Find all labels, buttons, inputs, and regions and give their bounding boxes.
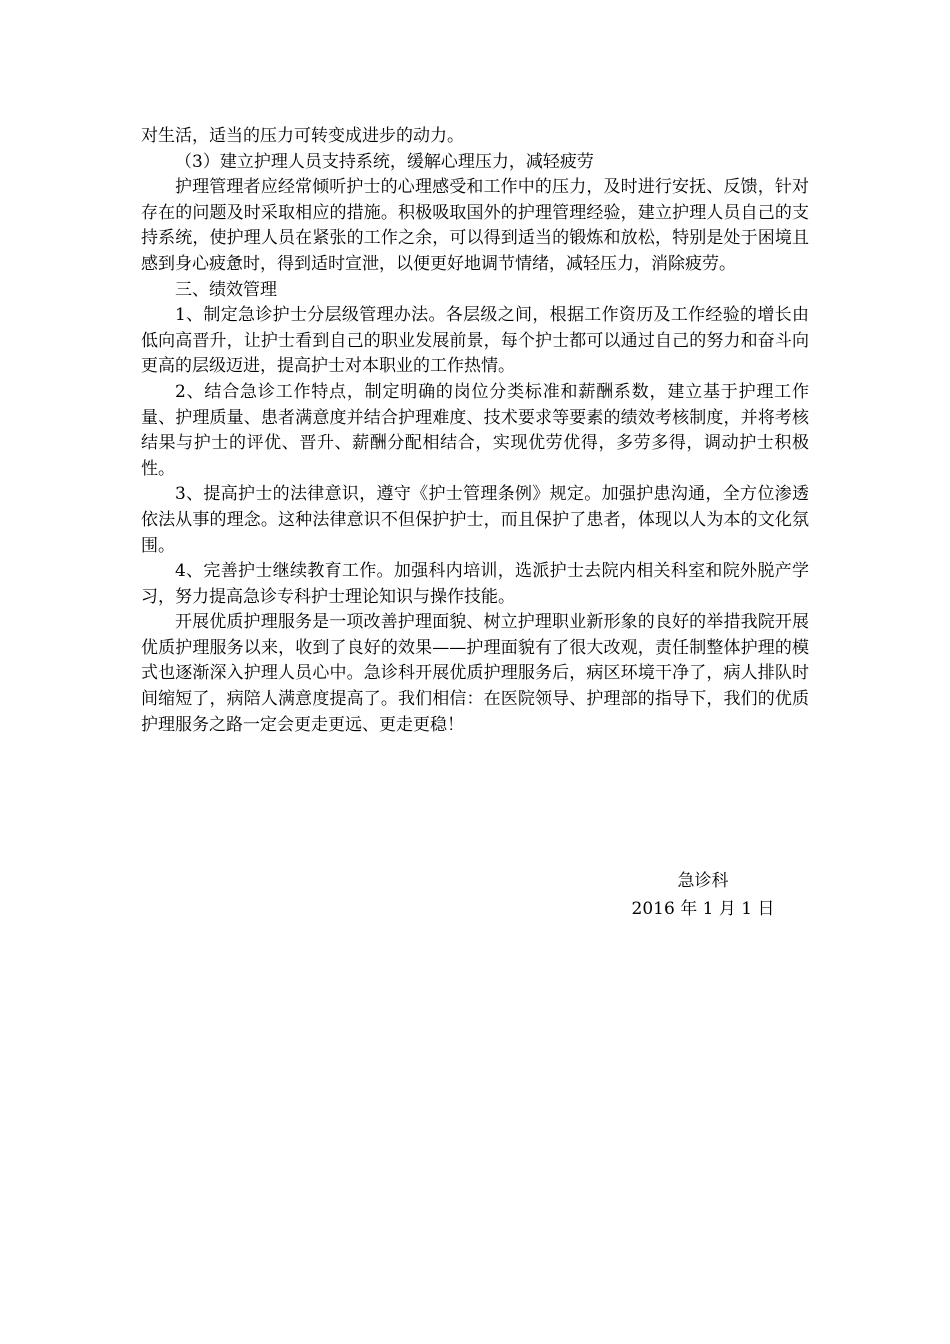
section-heading-performance: 三、绩效管理	[175, 279, 277, 300]
signature-date: 2016 年 1 月 1 日	[631, 899, 775, 919]
paragraph-item-4: 4、完善护士继续教育工作。加强科内培训，选派护士去院内相关科室和院外脱产学习，努力提高急诊专科护士理论知识与操作技能。	[141, 561, 809, 607]
paragraph-item-3: 3、提高护士的法律意识，遵守《护士管理条例》规定。加强护患沟通，全方位渗透依法从事的理念。这种法律意识不但保护护士，而且保护了患者，体现以人为本的文化氛围。	[141, 484, 809, 556]
subheading-support-system: （3）建立护理人员支持系统，缓解心理压力，减轻疲劳	[175, 151, 594, 172]
signature-department: 急诊科	[677, 871, 729, 891]
paragraph-conclusion: 开展优质护理服务是一项改善护理面貌、树立护理职业新形象的良好的举措我院开展优质护理服务以来，收到了良好的效果——护理面貌有了很大改观，责任制整体护理的模式也逐渐深入护理人员心中。急诊科开展优质护理服务后，病区环境干净了，病人排队时间缩短了，病陪人满意度提高了。我们相信：在医院领导、护理部的指导下，我们的优质护理服务之路一定会更走更远、更走更稳！	[141, 612, 809, 735]
document-body	[141, 124, 809, 738]
paragraph-item-2: 2、结合急诊工作特点，制定明确的岗位分类标准和薪酬系数，建立基于护理工作量、护理质量、患者满意度并结合护理难度、技术要求等要素的绩效考核制度，并将考核结果与护士的评优、晋升、薪酬分配相结合，实现优劳优得，多劳多得，调动护士积极性。	[141, 381, 809, 479]
paragraph-support-system: 护理管理者应经常倾听护士的心理感受和工作中的压力，及时进行安抚、反馈，针对存在的问题及时采取相应的措施。积极吸取国外的护理管理经验，建立护理人员自己的支持系统，使护理人员在紧张的工作之余，可以得到适当的锻炼和放松，特别是处于困境且感到身心疲惫时，得到适时宣泄，以便更好地调节情绪，减轻压力，消除疲劳。	[141, 177, 809, 274]
paragraph-continuation: 对生活，适当的压力可转变成进步的动力。	[141, 126, 464, 146]
paragraph-item-1: 1、制定急诊护士分层级管理办法。各层级之间，根据工作资历及工作经验的增长由低向高晋升，让护士看到自己的职业发展前景，每个护士都可以通过自己的努力和奋斗向更高的层级迈进，提高护士对本职业的工作热情。	[141, 305, 809, 377]
